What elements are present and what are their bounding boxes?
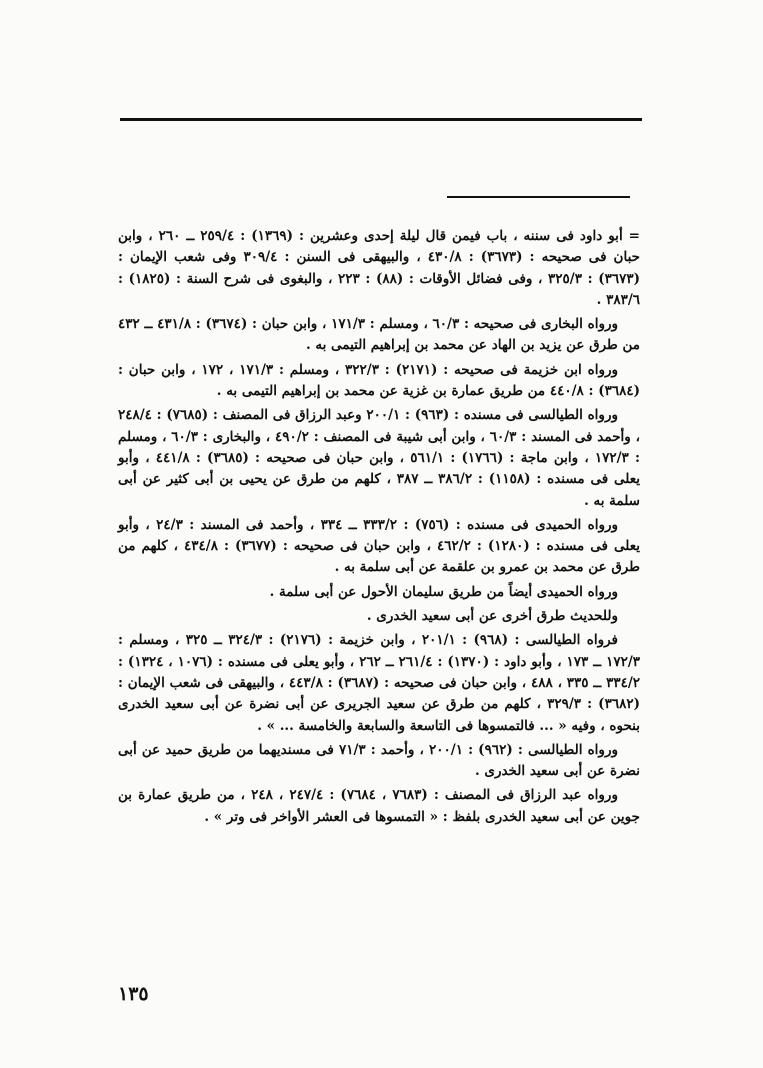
footnote-paragraph: ورواه الطيالسى : (٩٦٢) : ٢٠٠/١ ، وأحمد : ٧١/٣ فى مسنديهما من طريق حميد عن أبى نضرة عن أبى سعيد الخدرى . bbox=[118, 741, 640, 780]
footnote-paragraph: = أبو داود فى سننه ، باب فيمن قال ليلة إحدى وعشرين : (١٣٦٩) : ٢٥٩/٤ ــ ٢٦٠ ، وابن حبان فى صحيحه : (٣٦٧٣) : ٤٣٠/٨ ، والبيهقى فى السنن : ٣٠٩/٤ وفى شعب الإيمان : (٣٦٧٣) : ٣٢٥/٣ ، وفى فضائل الأوقات : (٨٨) : ٢٢٣ ، والبغوى فى شرح السنة : (١٨٢٥) : ٣٨٣/٦ . bbox=[118, 228, 640, 308]
footnote-paragraph: ورواه الطيالسى فى مسنده : (٩٦٣) : ٢٠٠/١ وعبد الرزاق فى المصنف : (٧٦٨٥) : ٢٤٨/٤ ، وأحمد فى المسند : ٦٠/٣ ، وابن أبى شيبة فى المصنف : ٤٩٠/٢ ، والبخارى : ٦٠/٣ ، ومسلم : ١٧٢/٣ ، وابن ماجة : (١٧٦٦) : ٥٦١/١ ، وابن حبان فى صحيحه : (٣٦٨٥) : ٤٤١/٨ ، وأبو يعلى فى مسنده : (١١٥٨) : ٣٨٦/٢ ــ ٣٨٧ ، كلهم من طرق عن يحيى بن أبى كثير عن أبى سلمة به . bbox=[118, 407, 641, 509]
footnote-paragraph: ورواه الحميدى أيضاً من طريق سليمان الأحول عن أبى سلمة . bbox=[269, 583, 618, 600]
footnote-separator-rule bbox=[447, 196, 630, 198]
footnote-paragraph: ورواه الحميدى فى مسنده : (٧٥٦) : ٣٣٣/٢ ــ ٣٣٤ ، وأحمد فى المسند : ٢٤/٣ ، وأبو يعلى فى مسنده : (١٢٨٠) : ٤٦٢/٢ ، وابن حبان فى صحيحه : (٣٦٧٧) : ٤٣٤/٨ ، كلهم من طرق عن محمد بن عمرو بن علقمة عن أبى سلمة به . bbox=[118, 516, 641, 576]
header-rule bbox=[120, 118, 642, 121]
footnote-paragraph: ورواه البخارى فى صحيحه : ٦٠/٣ ، ومسلم : ١٧١/٣ ، وابن حبان : (٣٦٧٤) : ٤٣١/٨ ــ ٤٣٢ من طرق عن يزيد بن الهاد عن محمد بن إبراهيم التيمى به . bbox=[118, 316, 640, 354]
footnote-paragraph: فرواه الطيالسى : (٩٦٨) : ٢٠١/١ ، وابن خزيمة : (٢١٧٦) : ٣٢٤/٣ ــ ٣٢٥ ، ومسلم : ١٧٢/٣ ــ ١٧٣ ، وأبو داود : (١٣٧٠) : ٢٦١/٤ ــ ٢٦٢ ، وأبو يعلى فى مسنده : (١٠٧٦ ، ١٣٢٤) : ٣٣٤/٢ ــ ٣٣٥ ، ٤٨٨ ، وابن حبان فى صحيحه : (٣٦٨٧) : ٤٤٣/٨ ، والبيهقى فى شعب الإيمان : (٣٦٨٢) : ٣٢٩/٣ ، كلهم من طرق عن سعيد الجريرى عن أبى نضرة عن أبى سعيد الخدرى بنحوه ، وفيه « ... فالتمسوها فى التاسعة والسابعة والخامسة ... » . bbox=[118, 632, 640, 734]
footnotes bbox=[118, 226, 640, 831]
footnote-paragraph: ورواه عبد الرزاق فى المصنف : (٧٦٨٣ ، ٧٦٨٤) : ٢٤٧/٤ ، ٢٤٨ ، من طريق عمارة بن جوين عن أبى سعيد الخدرى بلفظ : « التمسوها فى العشر الأواخر فى وتر » . bbox=[118, 787, 640, 825]
page-number: ١٣٥ bbox=[118, 983, 149, 1005]
footnote-paragraph: وللحديث طرق أخرى عن أبى سعيد الخدرى . bbox=[366, 608, 618, 625]
footnote-paragraph: ورواه ابن خزيمة فى صحيحه : (٢١٧١) : ٣٢٢/٣ ، ومسلم : ١٧١/٣ ، ١٧٢ ، وابن حبان : (٣٦٨٤) : ٤٤٠/٨ من طريق عمارة بن غزية عن محمد بن إبراهيم التيمى به . bbox=[118, 361, 640, 400]
